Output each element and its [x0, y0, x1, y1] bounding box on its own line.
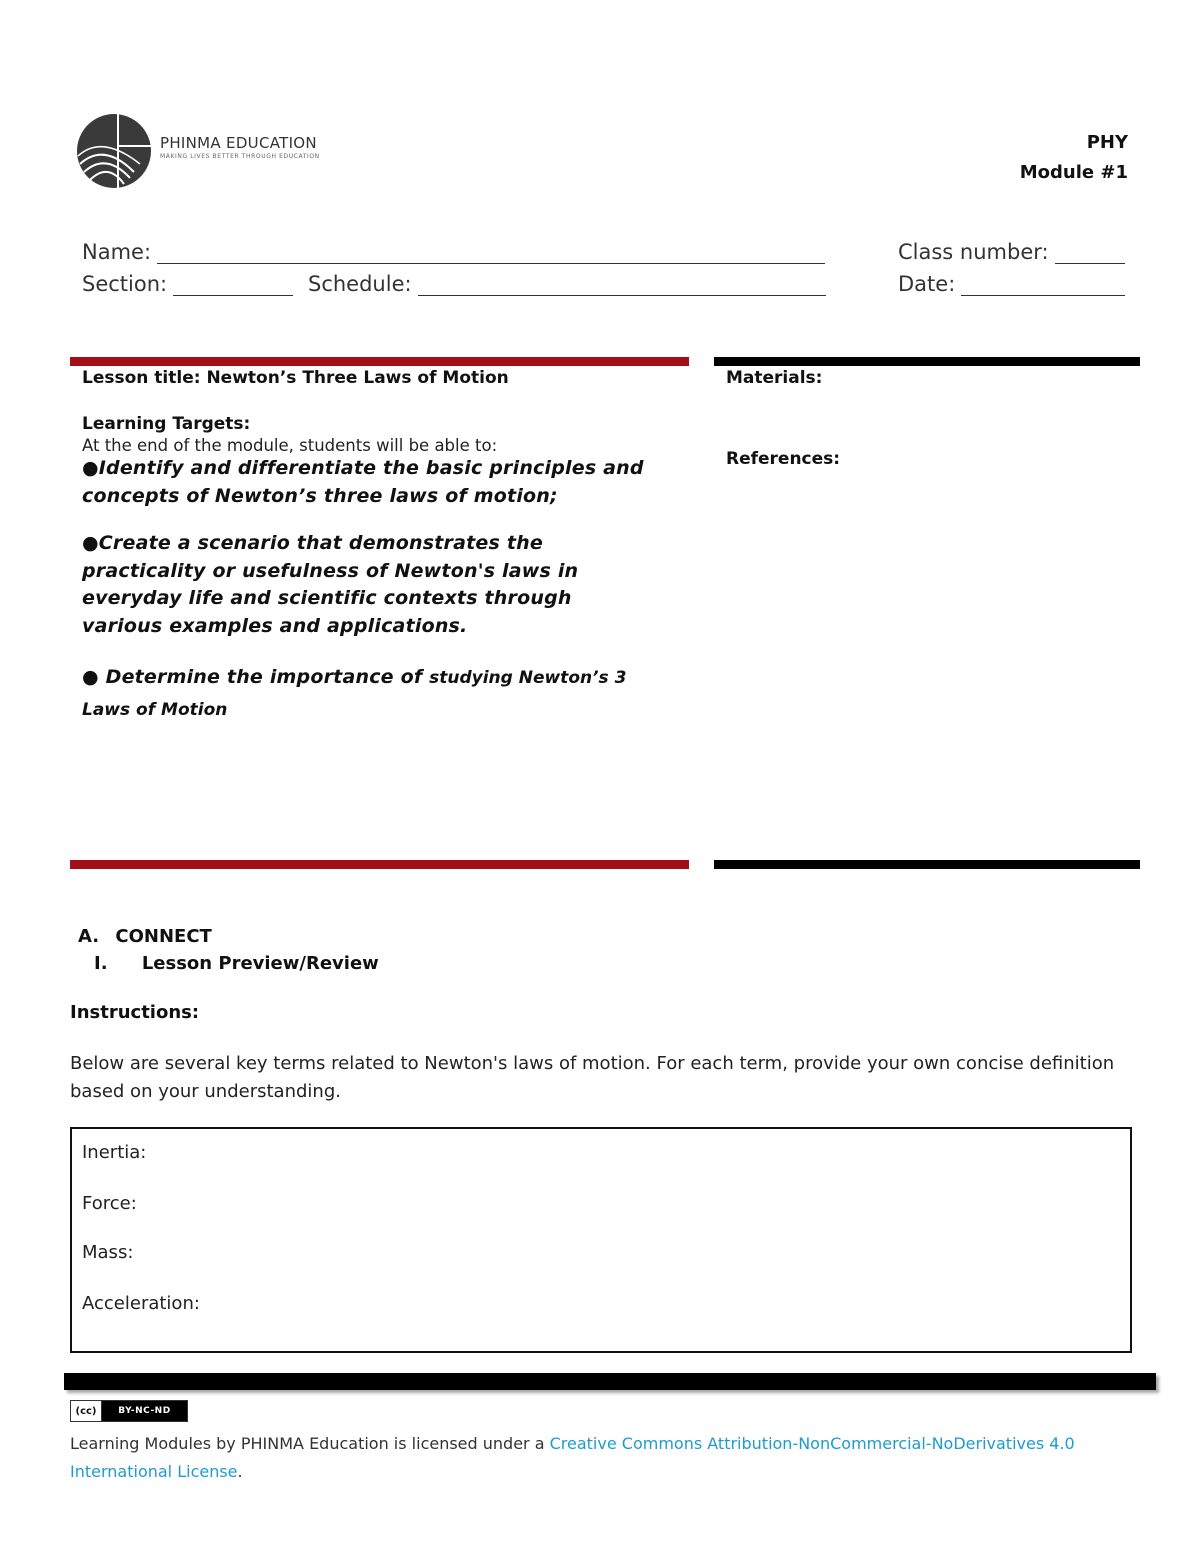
class-number-blank[interactable]: [1055, 243, 1125, 264]
learning-targets-heading: Learning Targets:: [82, 414, 251, 434]
learning-target-3: [82, 662, 642, 726]
name-blank[interactable]: [157, 243, 825, 264]
date-label: Date:: [898, 272, 956, 296]
date-field[interactable]: [898, 272, 1125, 296]
schedule-field[interactable]: [308, 272, 826, 296]
subject-code: PHY: [1086, 132, 1128, 153]
license-text: [70, 1430, 1150, 1486]
instructions-text: Below are several key terms related to Newton's laws of motion. For each term, provide your own concise definition based on your understanding.: [70, 1053, 1115, 1102]
term-mass: Mass:: [82, 1242, 134, 1263]
section-field[interactable]: [82, 272, 293, 296]
cc-by-nc-nd-label: BY-NC-ND: [102, 1401, 187, 1421]
term-inertia: Inertia:: [82, 1142, 147, 1163]
logo-wordmark: PHINMA EDUCATION: [160, 134, 317, 152]
lesson-panel: [82, 368, 682, 726]
license-suffix: .: [237, 1462, 243, 1481]
term-acceleration: Acceleration:: [82, 1293, 200, 1314]
module-number: Module #1: [1019, 162, 1128, 183]
term-force: Force:: [82, 1193, 137, 1214]
top-black-divider: [714, 357, 1140, 366]
subsection-title: Lesson Preview/Review: [141, 953, 379, 974]
date-blank[interactable]: [961, 275, 1125, 296]
section-heading-connect: [78, 926, 212, 947]
materials-label: Materials:: [726, 368, 823, 388]
schedule-label: Schedule:: [308, 272, 412, 296]
learning-target-1: ●Identify and differentiate the basic principles and concepts of Newton’s three laws of motion;: [82, 457, 644, 507]
name-label: Name:: [82, 240, 152, 264]
learning-target-2: ●Create a scenario that demonstrates the practicality or usefulness of Newton's laws in everyday life and scientific contexts through various examples and applications.: [82, 532, 579, 637]
definitions-box[interactable]: [70, 1127, 1132, 1353]
subsection-heading: [94, 953, 379, 974]
top-red-divider: [70, 357, 689, 366]
bottom-red-divider: [70, 860, 689, 869]
class-number-field[interactable]: [898, 240, 1125, 264]
lesson-title: Lesson title: Newton’s Three Laws of Motion: [82, 368, 509, 388]
license-link[interactable]: Creative Commons Attribution-NonCommercial-NoDerivatives 4.0 International License: [70, 1434, 1075, 1481]
logo-tagline: MAKING LIVES BETTER THROUGH EDUCATION: [160, 153, 320, 160]
instructions-label: Instructions:: [70, 1002, 200, 1023]
bottom-black-divider: [714, 860, 1140, 869]
section-label: Section:: [82, 272, 168, 296]
class-number-label: Class number:: [898, 240, 1049, 264]
footer-divider: [64, 1373, 1156, 1390]
schedule-blank[interactable]: [418, 275, 826, 296]
license-prefix: Learning Modules by PHINMA Education is licensed under a: [70, 1434, 550, 1453]
cc-icon: (cc): [71, 1401, 102, 1421]
section-title: CONNECT: [115, 926, 212, 947]
name-field[interactable]: [82, 240, 825, 264]
cc-license-badge[interactable]: [70, 1400, 188, 1422]
section-blank[interactable]: [173, 275, 293, 296]
learning-target-3-part-b: studying Newton’s 3 Laws of Motion: [82, 668, 627, 720]
learning-targets-intro: At the end of the module, students will be able to:: [82, 436, 498, 455]
learning-target-3-part-a: ● Determine the importance of: [82, 666, 430, 688]
subsection-numeral: I.: [94, 953, 108, 974]
references-label: References:: [726, 449, 841, 469]
section-letter: A.: [78, 926, 100, 947]
phinma-logo-icon: [74, 112, 154, 190]
